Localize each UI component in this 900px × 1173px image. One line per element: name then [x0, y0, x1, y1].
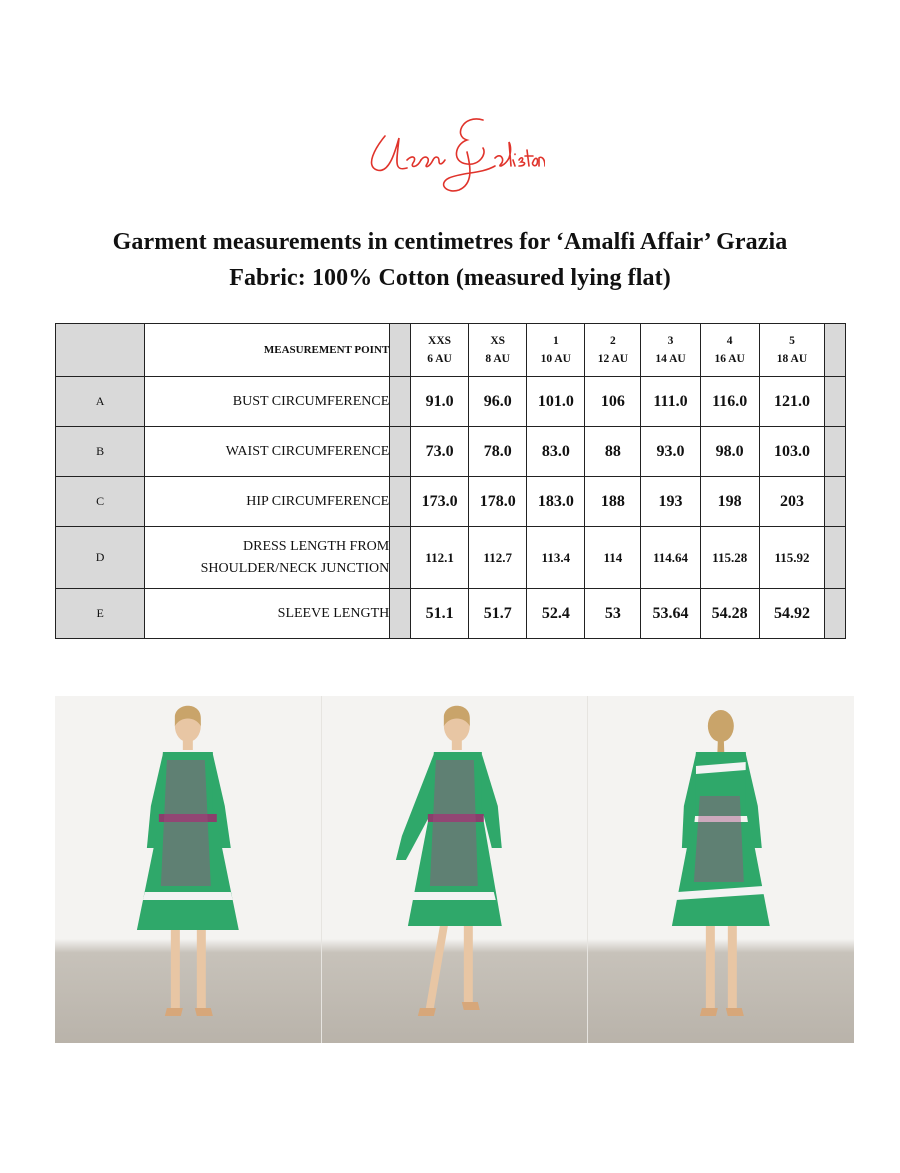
table-row — [56, 427, 846, 477]
size-header: 2 12 AU — [585, 324, 641, 377]
measurement-point-header: MEASUREMENT POINT — [145, 324, 390, 377]
value-cell: 91.0 — [411, 377, 469, 427]
value-cell: 111.0 — [641, 377, 700, 427]
row-label: SLEEVE LENGTH — [145, 589, 390, 639]
value-cell: 121.0 — [759, 377, 824, 427]
row-code: A — [56, 377, 145, 427]
row-code: E — [56, 589, 145, 639]
value-cell: 53.64 — [641, 589, 700, 639]
size-header: XS 8 AU — [469, 324, 527, 377]
model-side-photo — [321, 696, 588, 1043]
value-cell: 112.1 — [411, 527, 469, 589]
row-label: WAIST CIRCUMFERENCE — [145, 427, 390, 477]
row-code: D — [56, 527, 145, 589]
table-header-row — [56, 324, 846, 377]
value-cell: 112.7 — [469, 527, 527, 589]
table-row — [56, 589, 846, 639]
value-cell: 54.92 — [759, 589, 824, 639]
value-cell: 51.1 — [411, 589, 469, 639]
value-cell: 198 — [700, 477, 759, 527]
value-cell: 115.28 — [700, 527, 759, 589]
value-cell: 83.0 — [527, 427, 585, 477]
value-cell: 101.0 — [527, 377, 585, 427]
value-cell: 116.0 — [700, 377, 759, 427]
value-cell: 53 — [585, 589, 641, 639]
value-cell: 98.0 — [700, 427, 759, 477]
spacer-cell — [390, 324, 411, 377]
table-row — [56, 377, 846, 427]
value-cell: 51.7 — [469, 589, 527, 639]
size-header: 1 10 AU — [527, 324, 585, 377]
size-header: XXS 6 AU — [411, 324, 469, 377]
spacer-cell — [825, 589, 846, 639]
value-cell: 54.28 — [700, 589, 759, 639]
row-label: BUST CIRCUMFERENCE — [145, 377, 390, 427]
value-cell: 114 — [585, 527, 641, 589]
table-row — [56, 477, 846, 527]
value-cell: 96.0 — [469, 377, 527, 427]
value-cell: 193 — [641, 477, 700, 527]
code-header-cell — [56, 324, 145, 377]
size-header: 5 18 AU — [759, 324, 824, 377]
spacer-cell — [825, 427, 846, 477]
model-photos — [55, 696, 854, 1043]
size-header: 3 14 AU — [641, 324, 700, 377]
model-front-photo — [55, 696, 321, 1043]
value-cell: 93.0 — [641, 427, 700, 477]
value-cell: 183.0 — [527, 477, 585, 527]
value-cell: 188 — [585, 477, 641, 527]
spacer-cell — [825, 527, 846, 589]
value-cell: 114.64 — [641, 527, 700, 589]
size-header: 4 16 AU — [700, 324, 759, 377]
table-row — [56, 527, 846, 589]
value-cell: 113.4 — [527, 527, 585, 589]
fabric-subtitle: Fabric: 100% Cotton (measured lying flat) — [229, 265, 671, 291]
measurement-table — [55, 323, 846, 639]
document-title: Garment measurements in centimetres for ‘Amalfi Affair’ Grazia — [112, 229, 788, 255]
spacer-cell — [390, 477, 411, 527]
value-cell: 73.0 — [411, 427, 469, 477]
brand-logo — [355, 108, 545, 198]
spacer-cell — [825, 377, 846, 427]
spacer-cell — [390, 527, 411, 589]
value-cell: 106 — [585, 377, 641, 427]
value-cell: 178.0 — [469, 477, 527, 527]
spacer-cell — [390, 589, 411, 639]
row-code: C — [56, 477, 145, 527]
value-cell: 173.0 — [411, 477, 469, 527]
row-code: B — [56, 427, 145, 477]
value-cell: 203 — [759, 477, 824, 527]
spacer-cell — [825, 477, 846, 527]
row-label: DRESS LENGTH FROM SHOULDER/NECK JUNCTION — [145, 527, 390, 589]
value-cell: 88 — [585, 427, 641, 477]
row-label: HIP CIRCUMFERENCE — [145, 477, 390, 527]
value-cell: 78.0 — [469, 427, 527, 477]
model-back-photo — [587, 696, 854, 1043]
value-cell: 52.4 — [527, 589, 585, 639]
spacer-cell — [390, 377, 411, 427]
spacer-cell — [825, 324, 846, 377]
spacer-cell — [390, 427, 411, 477]
value-cell: 115.92 — [759, 527, 824, 589]
value-cell: 103.0 — [759, 427, 824, 477]
